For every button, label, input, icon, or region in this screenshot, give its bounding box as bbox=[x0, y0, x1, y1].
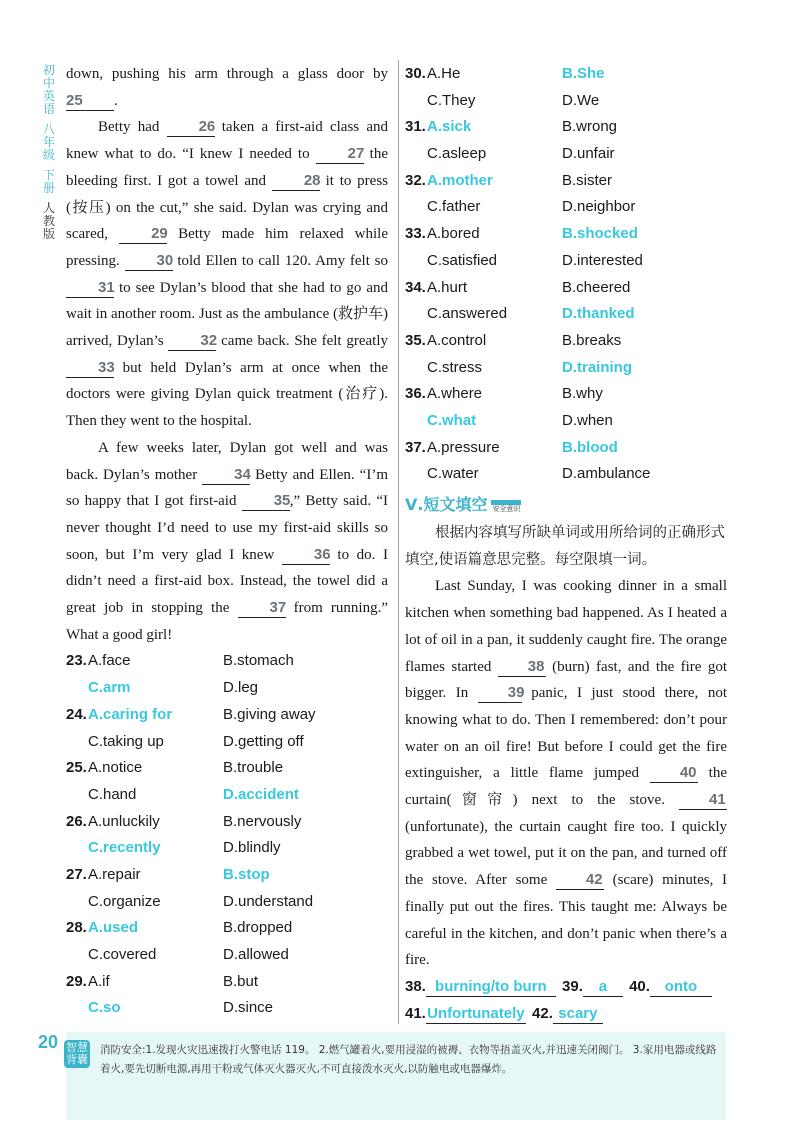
option-d[interactable]: D.interested bbox=[562, 251, 643, 269]
question-row bbox=[405, 248, 727, 275]
section-5-header bbox=[405, 490, 727, 520]
option-b[interactable]: B.sister bbox=[562, 171, 613, 189]
blank-38[interactable]: 38 bbox=[498, 658, 546, 677]
side-subject: 初 中 英 语 bbox=[42, 63, 55, 116]
option-b[interactable]: B.stop bbox=[223, 865, 270, 883]
option-c[interactable]: C.satisfied bbox=[427, 251, 498, 269]
option-b[interactable]: B.why bbox=[562, 385, 603, 403]
option-d[interactable]: D.We bbox=[562, 91, 600, 109]
blank-32[interactable]: 32 bbox=[168, 332, 216, 351]
option-a[interactable]: A.face bbox=[88, 652, 131, 670]
question-row bbox=[405, 381, 727, 408]
safety-badge: 安全意识 bbox=[491, 500, 521, 513]
option-b[interactable]: B.nervously bbox=[223, 812, 302, 830]
option-a[interactable]: A.hurt bbox=[427, 278, 468, 296]
answer-38[interactable]: burning/to burn bbox=[426, 978, 556, 997]
option-c[interactable]: C.water bbox=[427, 465, 479, 483]
option-a[interactable]: A.if bbox=[88, 972, 110, 990]
question-row bbox=[66, 729, 388, 756]
section-5-instruction: 根据内容填写所缺单词或用所给词的正确形式填空,使语篇意思完整。每空限填一词。 bbox=[405, 525, 725, 568]
option-a[interactable]: A.repair bbox=[88, 865, 141, 883]
side-volume: 下 册 bbox=[42, 168, 55, 195]
question-number: 35. bbox=[405, 331, 426, 349]
option-d[interactable]: D.blindly bbox=[223, 839, 281, 857]
passage-paragraph-2: A few weeks later, Dylan got well and was back. Dylan’s mother 34 Betty and Ellen. “I’m so happy that I got first-aid 35,” Betty said. “I never thought I’d need to use my first-aid skills so soon, but I’m very glad I knew 36 to do. I didn’t need a first-aid box. Instead, the towel did a great job in stopping the 37 from running.” What a good girl! bbox=[66, 439, 389, 643]
option-c[interactable]: C.father bbox=[427, 198, 481, 216]
question-row bbox=[405, 61, 727, 88]
right-column bbox=[405, 61, 727, 1027]
question-row bbox=[405, 355, 727, 382]
question-row bbox=[405, 328, 727, 355]
option-b[interactable]: B.shocked bbox=[562, 225, 638, 243]
blank-29[interactable]: 29 bbox=[119, 225, 167, 244]
question-number: 32. bbox=[405, 171, 426, 189]
question-number: 28. bbox=[66, 919, 87, 937]
option-b[interactable]: B.She bbox=[562, 65, 605, 82]
question-number: 29. bbox=[66, 972, 87, 990]
question-row bbox=[66, 889, 388, 916]
option-a[interactable]: A.He bbox=[427, 65, 461, 82]
blank-34[interactable]: 34 bbox=[202, 466, 250, 485]
question-row bbox=[405, 114, 727, 141]
blank-35[interactable]: 35 bbox=[242, 492, 290, 511]
side-grade: 八 年 级 bbox=[42, 122, 55, 162]
answer-row-2: 41.Unfortunately 42. scary bbox=[405, 1001, 727, 1028]
question-row bbox=[66, 755, 388, 782]
page-number: 20 bbox=[38, 1032, 59, 1052]
question-row bbox=[66, 809, 388, 836]
question-number: 30. bbox=[405, 65, 426, 82]
question-row bbox=[405, 275, 727, 302]
blank-42[interactable]: 42 bbox=[556, 871, 604, 890]
option-c[interactable]: C.hand bbox=[88, 785, 137, 803]
question-number: 23. bbox=[66, 652, 87, 670]
option-b[interactable]: B.blood bbox=[562, 438, 618, 456]
option-d[interactable]: D.when bbox=[562, 411, 613, 429]
blank-33[interactable]: 33 bbox=[66, 359, 114, 378]
blank-27[interactable]: 27 bbox=[316, 145, 364, 164]
question-number: 34. bbox=[405, 278, 426, 296]
question-row bbox=[66, 995, 388, 1022]
answer-41[interactable]: Unfortunately bbox=[427, 1004, 525, 1022]
left-column bbox=[66, 61, 388, 1022]
option-d[interactable]: D.neighbor bbox=[562, 198, 636, 216]
blank-28[interactable]: 28 bbox=[272, 172, 320, 191]
option-c[interactable]: C.They bbox=[427, 91, 476, 109]
tip-badge: 智慧背囊 bbox=[66, 1041, 88, 1066]
option-a[interactable]: A.mother bbox=[427, 171, 493, 189]
option-c[interactable]: C.recently bbox=[88, 839, 161, 857]
option-c[interactable]: C.taking up bbox=[88, 732, 164, 750]
option-d[interactable]: D.getting off bbox=[223, 732, 304, 750]
option-c[interactable]: C.asleep bbox=[427, 145, 487, 163]
option-a[interactable]: A.unluckily bbox=[88, 812, 160, 830]
options-left bbox=[66, 648, 388, 1022]
question-row bbox=[66, 915, 388, 942]
question-number: 24. bbox=[66, 705, 87, 723]
answer-42[interactable]: scary bbox=[553, 1005, 603, 1024]
question-row bbox=[66, 835, 388, 862]
answer-40[interactable]: onto bbox=[650, 978, 712, 997]
question-row bbox=[66, 942, 388, 969]
option-c[interactable]: C.answered bbox=[427, 305, 508, 323]
option-b[interactable]: B.trouble bbox=[223, 759, 284, 777]
question-row bbox=[405, 461, 727, 488]
question-row bbox=[405, 435, 727, 462]
option-b[interactable]: B.breaks bbox=[562, 331, 622, 349]
question-row bbox=[405, 301, 727, 328]
option-c[interactable]: C.so bbox=[88, 999, 121, 1017]
answer-row-1: 38. burning/to burn 39. a 40. onto bbox=[405, 974, 727, 1001]
blank-30[interactable]: 30 bbox=[125, 252, 173, 271]
section-5-passage: Last Sunday, I was cooking dinner in a small kitchen when something bad happened. As I heated a lot of oil in a pan, it suddenly caught fire. The orange flames started 38 (burn) fast, and the fire got bigger. In 39 panic, I just stood there, not knowing what to do. Then I remembered: don’t pour water on an oil fire! But before I could get the fire extinguisher, a little flame jumped 40 the curtain(窗帘) next to the stove. 41 (unfortunate), the curtain caught fire too. I quickly grabbed a wet towel, put it on the pan, and turned off the stove. After some 42 (scare) minutes, I finally put out the fires. This taught me: Always be careful in the kitchen, and don’t panic when there’s a fire. bbox=[405, 578, 728, 969]
question-row bbox=[405, 194, 727, 221]
option-c[interactable]: C.stress bbox=[427, 358, 483, 376]
passage-paragraph-0: down, pushing his arm through a glass door by 25 . bbox=[66, 66, 388, 109]
question-row bbox=[66, 675, 388, 702]
side-label bbox=[40, 64, 58, 248]
option-a[interactable]: A.used bbox=[88, 919, 139, 937]
question-row bbox=[66, 862, 388, 889]
question-number: 33. bbox=[405, 225, 426, 243]
question-row bbox=[405, 88, 727, 115]
blank-25[interactable]: 25 bbox=[66, 92, 114, 111]
question-row bbox=[66, 782, 388, 809]
answer-39[interactable]: a bbox=[583, 978, 623, 997]
blank-37[interactable]: 37 bbox=[238, 599, 286, 618]
option-b[interactable]: B.stomach bbox=[223, 652, 294, 670]
option-b[interactable]: B.cheered bbox=[562, 278, 631, 296]
question-number: 26. bbox=[66, 812, 87, 830]
question-row bbox=[66, 702, 388, 729]
option-d[interactable]: D.understand bbox=[223, 892, 314, 910]
blank-40[interactable]: 40 bbox=[650, 764, 698, 783]
question-number: 25. bbox=[66, 759, 87, 777]
option-c[interactable]: C.arm bbox=[88, 679, 131, 697]
blank-36[interactable]: 36 bbox=[282, 546, 330, 565]
blank-26[interactable]: 26 bbox=[167, 118, 215, 137]
option-d[interactable]: D.accident bbox=[223, 785, 299, 803]
option-a[interactable]: A.bored bbox=[427, 225, 480, 243]
column-divider bbox=[398, 60, 399, 1024]
option-c[interactable]: C.what bbox=[427, 411, 477, 429]
side-edition: 人 教 版 bbox=[42, 201, 55, 241]
blank-39[interactable]: 39 bbox=[478, 684, 522, 703]
question-row bbox=[405, 141, 727, 168]
option-d[interactable]: D.unfair bbox=[562, 145, 615, 163]
option-b[interactable]: B.giving away bbox=[223, 705, 316, 723]
option-c[interactable]: C.organize bbox=[88, 892, 161, 910]
tip-text: 消防安全:1.发现火灾迅速拨打火警电话 119。 2.燃气罐着火,要用浸湿的被褥、衣物等捂盖灭火,并迅速关闭阀门。 3.家用电器或线路着火,要先切断电源,再用干粉或气体灭火器灭火,不可直接泼水灭火,以防触电或电器爆炸。 bbox=[100, 1044, 717, 1075]
options-right bbox=[405, 61, 727, 488]
option-d[interactable]: D.training bbox=[562, 358, 632, 376]
option-b[interactable]: B.dropped bbox=[223, 919, 293, 937]
question-number: 37. bbox=[405, 438, 426, 456]
blank-31[interactable]: 31 bbox=[66, 279, 114, 298]
question-row bbox=[405, 168, 727, 195]
option-d[interactable]: D.ambulance bbox=[562, 465, 651, 483]
option-a[interactable]: A.where bbox=[427, 385, 483, 403]
option-d[interactable]: D.allowed bbox=[223, 946, 289, 964]
question-number: 36. bbox=[405, 385, 426, 403]
option-a[interactable]: A.notice bbox=[88, 759, 143, 777]
option-b[interactable]: B.wrong bbox=[562, 118, 618, 136]
question-row bbox=[66, 648, 388, 675]
blank-41[interactable]: 41 bbox=[679, 791, 727, 810]
option-a[interactable]: A.sick bbox=[427, 118, 472, 136]
option-b[interactable]: B.but bbox=[223, 972, 259, 990]
option-a[interactable]: A.control bbox=[427, 331, 487, 349]
section-5-title: Ⅴ.短文填空 bbox=[405, 495, 488, 514]
passage-paragraph-1: Betty had 26 taken a first-aid class and knew what to do. “I knew I needed to 27 the bleeding first. I got a towel and 28 it to press (按压) on the cut,” she said. Dylan was crying and scared, 29 Betty made him relaxed while pressing. 30 told Ellen to call 120. Amy felt so 31 to see Dylan’s blood that she had to go and wait in another room. Just as the ambulance (救护车) arrived, Dylan’s 32 came back. She felt greatly 33 but held Dylan’s arm at once when the doctors were giving Dylan quick treatment (治疗). Then they went to the hospital. bbox=[66, 118, 389, 430]
option-c[interactable]: C.covered bbox=[88, 946, 157, 964]
option-d[interactable]: D.since bbox=[223, 999, 274, 1017]
question-row bbox=[66, 969, 388, 996]
option-a[interactable]: A.caring for bbox=[88, 705, 173, 723]
question-row bbox=[405, 221, 727, 248]
question-number: 27. bbox=[66, 865, 87, 883]
option-d[interactable]: D.thanked bbox=[562, 305, 635, 323]
question-row bbox=[405, 408, 727, 435]
question-number: 31. bbox=[405, 118, 426, 136]
option-a[interactable]: A.pressure bbox=[427, 438, 500, 456]
option-d[interactable]: D.leg bbox=[223, 679, 259, 697]
